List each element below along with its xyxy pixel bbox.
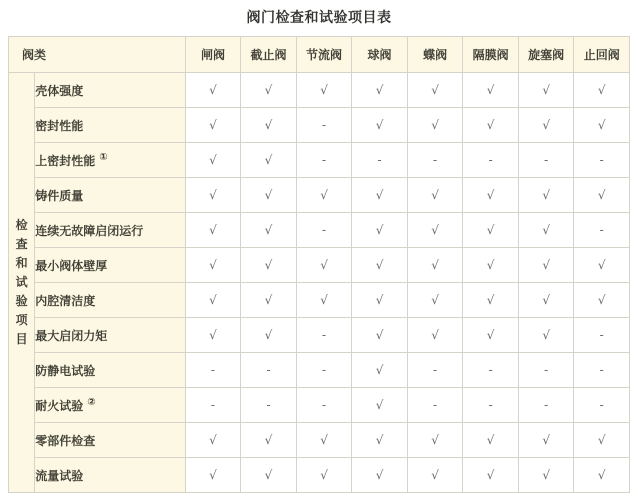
dash-cell: -: [518, 353, 574, 388]
row-label: 防静电试验: [35, 353, 185, 388]
dash-cell: -: [574, 318, 630, 353]
dash-cell: -: [296, 108, 352, 143]
corner-header-valve-category: 阀类: [9, 37, 186, 73]
category-vertical-label-cell: [9, 73, 35, 493]
dash-cell: -: [296, 318, 352, 353]
row-label: 零部件检查: [35, 423, 185, 458]
dash-cell: -: [241, 388, 297, 423]
row-label: 密封性能: [35, 108, 185, 143]
check-cell: √: [407, 213, 463, 248]
check-cell: √: [352, 388, 408, 423]
table-row: [9, 318, 630, 353]
dash-cell: -: [463, 388, 519, 423]
dash-cell: -: [574, 388, 630, 423]
header-row: [9, 37, 630, 73]
check-cell: √: [463, 108, 519, 143]
check-cell: √: [296, 423, 352, 458]
check-cell: √: [518, 73, 574, 108]
check-cell: √: [352, 108, 408, 143]
check-cell: √: [407, 178, 463, 213]
check-cell: √: [185, 283, 241, 318]
check-cell: √: [518, 108, 574, 143]
check-cell: √: [241, 178, 297, 213]
check-cell: √: [407, 108, 463, 143]
row-label: 耐火试验 ②: [35, 388, 185, 423]
check-cell: √: [352, 73, 408, 108]
check-cell: √: [574, 73, 630, 108]
check-cell: √: [352, 318, 408, 353]
check-cell: √: [407, 283, 463, 318]
dash-cell: -: [407, 388, 463, 423]
col-header-check-valve: 止回阀: [574, 37, 630, 73]
check-cell: √: [574, 248, 630, 283]
dash-cell: -: [574, 143, 630, 178]
row-label: 壳体强度: [35, 73, 185, 108]
check-cell: √: [407, 458, 463, 493]
table-row: [9, 178, 630, 213]
col-header-diaphragm-valve: 隔膜阀: [463, 37, 519, 73]
footnote-marker: ②: [87, 396, 96, 408]
check-cell: √: [463, 283, 519, 318]
check-cell: √: [241, 318, 297, 353]
check-cell: √: [185, 178, 241, 213]
check-cell: √: [185, 108, 241, 143]
check-cell: √: [574, 423, 630, 458]
check-cell: √: [407, 248, 463, 283]
table-row: [9, 73, 630, 108]
table-row: [9, 213, 630, 248]
dash-cell: -: [296, 388, 352, 423]
dash-cell: -: [185, 388, 241, 423]
table-row: [9, 423, 630, 458]
row-label: 流量试验: [35, 458, 185, 493]
table-row: [9, 458, 630, 493]
check-cell: √: [407, 73, 463, 108]
check-cell: √: [463, 458, 519, 493]
check-cell: √: [241, 108, 297, 143]
category-vertical-label: 检查和试验项目: [15, 218, 28, 346]
check-cell: √: [574, 458, 630, 493]
col-header-butterfly-valve: 蝶阀: [407, 37, 463, 73]
table-row: [9, 108, 630, 143]
row-label: 上密封性能 ①: [35, 143, 185, 178]
col-header-throttle-valve: 节流阀: [296, 37, 352, 73]
dash-cell: -: [296, 213, 352, 248]
row-label: 最小阀体壁厚: [35, 248, 185, 283]
check-cell: √: [352, 423, 408, 458]
check-cell: √: [463, 213, 519, 248]
table-row: [9, 283, 630, 318]
check-cell: √: [463, 248, 519, 283]
check-cell: √: [185, 423, 241, 458]
dash-cell: -: [518, 143, 574, 178]
check-cell: √: [241, 423, 297, 458]
row-label: 内腔清洁度: [35, 283, 185, 318]
check-cell: √: [241, 73, 297, 108]
row-label: 连续无故障启闭运行: [35, 213, 185, 248]
check-cell: √: [574, 283, 630, 318]
valve-inspection-table: [8, 36, 630, 493]
table-row: [9, 143, 630, 178]
dash-cell: -: [241, 353, 297, 388]
dash-cell: -: [296, 143, 352, 178]
dash-cell: -: [352, 143, 408, 178]
check-cell: √: [296, 458, 352, 493]
dash-cell: -: [574, 353, 630, 388]
col-header-ball-valve: 球阀: [352, 37, 408, 73]
dash-cell: -: [185, 353, 241, 388]
dash-cell: -: [463, 143, 519, 178]
dash-cell: -: [574, 213, 630, 248]
check-cell: √: [241, 458, 297, 493]
check-cell: √: [407, 423, 463, 458]
dash-cell: -: [463, 353, 519, 388]
check-cell: √: [518, 213, 574, 248]
check-cell: √: [185, 213, 241, 248]
check-cell: √: [241, 143, 297, 178]
dash-cell: -: [407, 353, 463, 388]
check-cell: √: [296, 178, 352, 213]
check-cell: √: [185, 458, 241, 493]
dash-cell: -: [407, 143, 463, 178]
page-title: 阀门检查和试验项目表: [246, 10, 392, 26]
check-cell: √: [296, 248, 352, 283]
check-cell: √: [241, 248, 297, 283]
col-header-plug-valve: 旋塞阀: [518, 37, 574, 73]
check-cell: √: [296, 73, 352, 108]
check-cell: √: [352, 353, 408, 388]
col-header-globe-valve: 截止阀: [241, 37, 297, 73]
check-cell: √: [574, 108, 630, 143]
check-cell: √: [518, 423, 574, 458]
dash-cell: -: [296, 353, 352, 388]
row-label: 最大启闭力矩: [35, 318, 185, 353]
check-cell: √: [241, 213, 297, 248]
check-cell: √: [518, 283, 574, 318]
table-body: [9, 73, 630, 493]
check-cell: √: [574, 178, 630, 213]
footnote-marker: ①: [99, 151, 108, 163]
check-cell: √: [352, 178, 408, 213]
check-cell: √: [185, 73, 241, 108]
check-cell: √: [518, 458, 574, 493]
check-cell: √: [518, 318, 574, 353]
table-row: [9, 248, 630, 283]
check-cell: √: [463, 423, 519, 458]
row-label: 铸件质量: [35, 178, 185, 213]
check-cell: √: [463, 318, 519, 353]
check-cell: √: [241, 283, 297, 318]
check-cell: √: [185, 318, 241, 353]
check-cell: √: [463, 73, 519, 108]
dash-cell: -: [518, 388, 574, 423]
check-cell: √: [463, 178, 519, 213]
check-cell: √: [185, 248, 241, 283]
col-header-gate-valve: 闸阀: [185, 37, 241, 73]
check-cell: √: [352, 458, 408, 493]
check-cell: √: [296, 283, 352, 318]
check-cell: √: [185, 143, 241, 178]
check-cell: √: [518, 248, 574, 283]
check-cell: √: [352, 213, 408, 248]
check-cell: √: [407, 318, 463, 353]
table-row: [9, 388, 630, 423]
check-cell: √: [352, 248, 408, 283]
check-cell: √: [352, 283, 408, 318]
check-cell: √: [518, 178, 574, 213]
table-row: [9, 353, 630, 388]
